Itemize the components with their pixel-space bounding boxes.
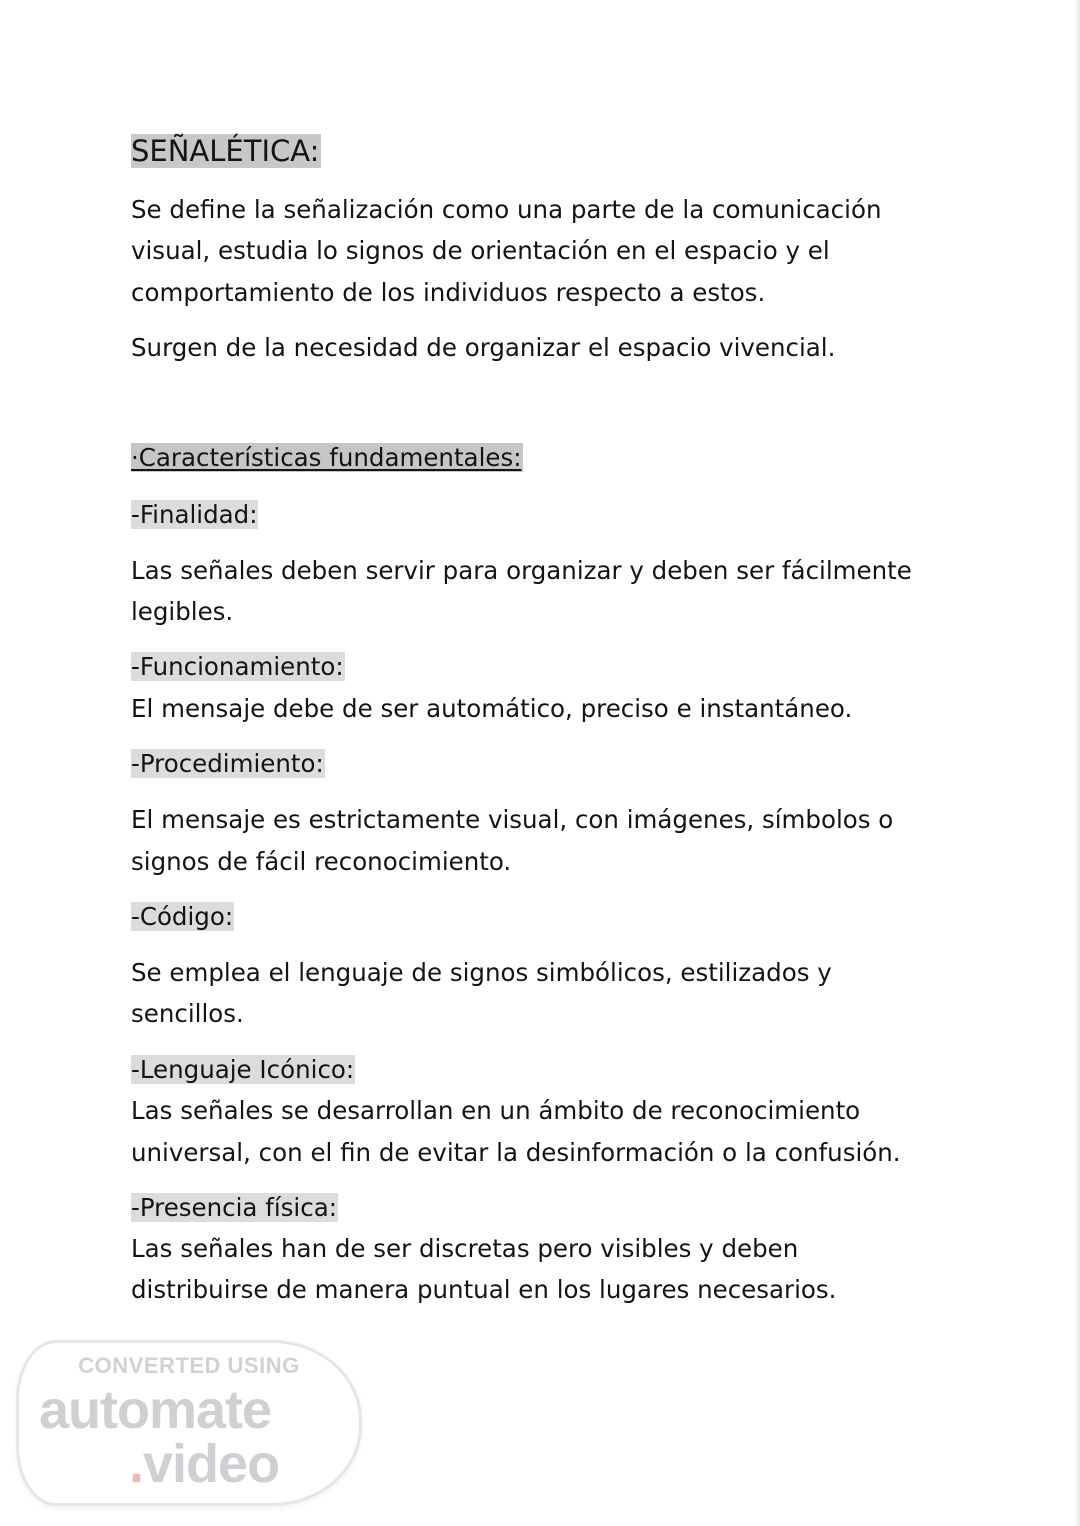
procedimiento-line-2: signos de fácil reconocimiento. xyxy=(131,847,512,876)
heading-procedimiento: -Procedimiento: xyxy=(131,749,324,778)
heading-line-finalidad xyxy=(131,494,258,536)
codigo-line-1: Se emplea el lenguaje de signos simbólicos, estilizados y xyxy=(131,958,832,987)
watermark-badge xyxy=(16,1340,362,1506)
heading-funcionamiento: -Funcionamiento: xyxy=(131,652,344,681)
watermark-brand: automate xyxy=(39,1380,272,1440)
intro-paragraph-2: Surgen de la necesidad de organizar el espacio vivencial. xyxy=(131,333,836,362)
codigo-line-2: sencillos. xyxy=(131,999,244,1028)
watermark-dot: . xyxy=(129,1434,144,1494)
heading-line-procedimiento xyxy=(131,743,325,785)
document-title-line xyxy=(131,130,321,174)
heading-codigo: -Código: xyxy=(131,902,234,931)
heading-line-codigo xyxy=(131,896,234,938)
funcionamiento-line-1: El mensaje debe de ser automático, preciso e instantáneo. xyxy=(131,694,853,723)
section-subtitle: ·Características fundamentales: xyxy=(131,443,522,472)
page-edge-shadow xyxy=(1074,0,1080,1526)
heading-presencia-fisica: -Presencia física: xyxy=(131,1193,337,1222)
finalidad-line-2: legibles. xyxy=(131,597,234,626)
watermark-top-text: CONVERTED USING xyxy=(78,1353,300,1378)
intro-line-2: visual, estudia lo signos de orientación en el espacio y el xyxy=(131,236,830,265)
finalidad-line-1: Las señales deben servir para organizar y deben ser fácilmente xyxy=(131,556,912,585)
procedimiento-line-1: El mensaje es estrictamente visual, con imágenes, símbolos o xyxy=(131,805,894,834)
lenguaje-iconico-line-2: universal, con el fin de evitar la desinformación o la confusión. xyxy=(131,1138,901,1167)
watermark-suffix-line xyxy=(129,1433,279,1495)
subtitle-line xyxy=(131,437,523,479)
intro-line-1: Se define la señalización como una parte de la comunicación xyxy=(131,195,882,224)
document-title: SEÑALÉTICA: xyxy=(131,134,320,168)
lenguaje-iconico-line-1: Las señales se desarrollan en un ámbito de reconocimiento xyxy=(131,1096,861,1125)
heading-line-funcionamiento xyxy=(131,646,345,688)
heading-finalidad: -Finalidad: xyxy=(131,500,258,529)
heading-line-presencia-fisica xyxy=(131,1187,338,1229)
watermark-suffix: video xyxy=(143,1434,280,1494)
intro-line-3: comportamiento de los individuos respecto a estos. xyxy=(131,278,766,307)
presencia-fisica-line-2: distribuirse de manera puntual en los lugares necesarios. xyxy=(131,1275,837,1304)
heading-line-lenguaje-iconico xyxy=(131,1049,355,1091)
heading-lenguaje-iconico: -Lenguaje Icónico: xyxy=(131,1055,355,1084)
presencia-fisica-line-1: Las señales han de ser discretas pero visibles y deben xyxy=(131,1234,799,1263)
